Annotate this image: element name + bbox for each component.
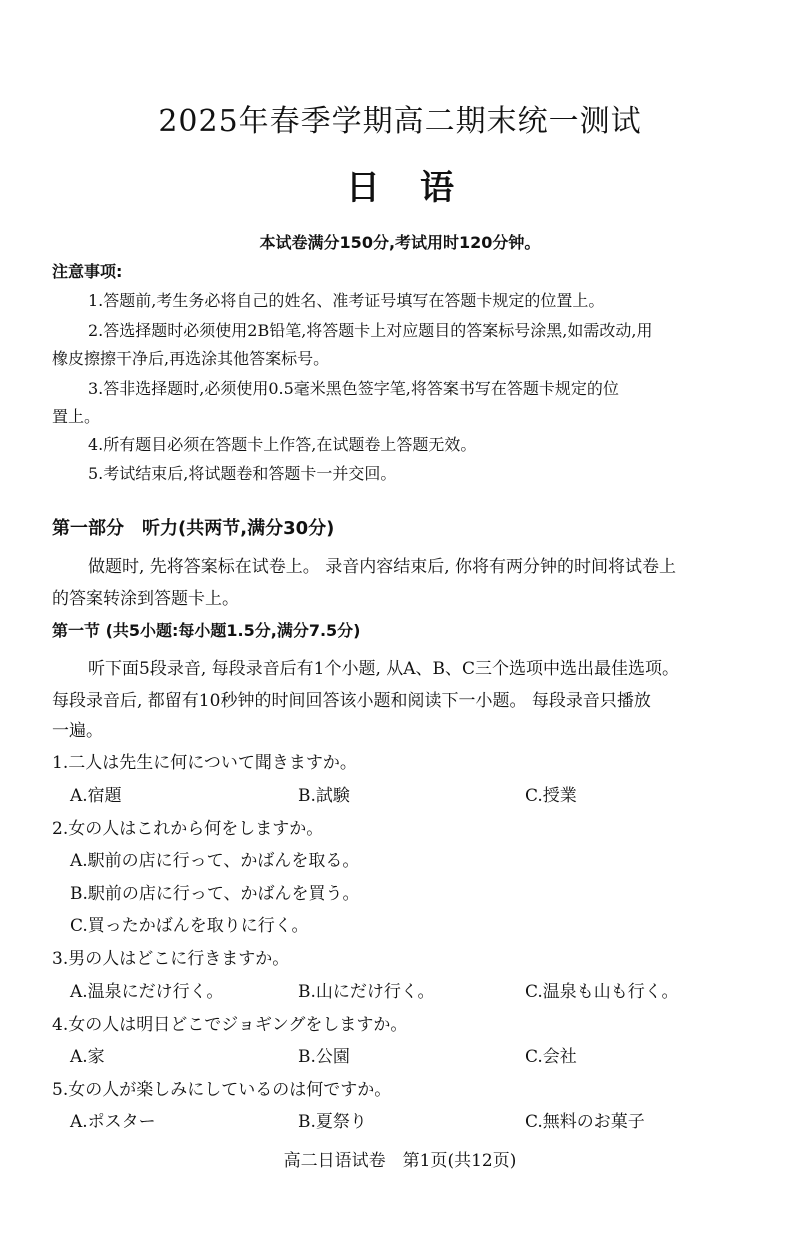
question-2: 2.女の人はこれから何をしますか。: [52, 819, 324, 839]
section-instruction-line: 一遍。: [52, 721, 103, 741]
question-1-option-b: B.試験: [298, 786, 350, 806]
score-info: 本试卷满分150分,考试用时120分钟。: [259, 233, 541, 252]
question-1: 1.二人は先生に何について聞きますか。: [52, 753, 357, 773]
note-line: 橡皮擦擦干净后,再选涂其他答案标号。: [52, 349, 330, 368]
section-heading: 第一节 (共5小题:每小题1.5分,满分7.5分): [52, 621, 361, 640]
note-line: 2.答选择题时必须使用2B铅笔,将答题卡上对应题目的答案标号涂黑,如需改动,用: [88, 321, 653, 340]
section-instruction-line: 每段录音后, 都留有10秒钟的时间回答该小题和阅读下一小题。 每段录音只播放: [52, 691, 651, 711]
question-4-option-b: B.公園: [298, 1047, 350, 1067]
question-2-option-a: A.駅前の店に行って、かばんを取る。: [70, 851, 360, 871]
page-footer: 高二日语试卷 第1页(共12页): [283, 1151, 517, 1171]
question-3-option-c: C.温泉も山も行く。: [525, 982, 679, 1002]
part-intro-line: 做题时, 先将答案标在试卷上。 录音内容结束后, 你将有两分钟的时间将试卷上: [88, 557, 677, 577]
part-heading: 第一部分 听力(共两节,满分30分): [52, 518, 335, 539]
question-3-option-b: B.山にだけ行く。: [298, 982, 435, 1002]
note-line: 1.答题前,考生务必将自己的姓名、准考证号填写在答题卡规定的位置上。: [88, 291, 605, 310]
question-2-option-b: B.駅前の店に行って、かばんを買う。: [70, 884, 360, 904]
part-intro-line: 的答案转涂到答题卡上。: [52, 589, 239, 609]
question-5-option-b: B.夏祭り: [298, 1112, 367, 1132]
note-line: 3.答非选择题时,必须使用0.5毫米黑色签字笔,将答案书写在答题卡规定的位: [88, 379, 619, 398]
question-3: 3.男の人はどこに行きますか。: [52, 949, 290, 969]
exam-title: 2025年春季学期高二期末统一测试: [158, 104, 642, 139]
note-line: 4.所有题目必须在答题卡上作答,在试题卷上答题无效。: [88, 435, 477, 454]
question-5-option-c: C.無料のお菓子: [525, 1112, 645, 1132]
note-line: 5.考试结束后,将试题卷和答题卡一并交回。: [88, 464, 397, 483]
question-2-option-c: C.買ったかばんを取りに行く。: [70, 916, 309, 936]
exam-subject: 日语: [346, 168, 494, 208]
question-5: 5.女の人が楽しみにしているのは何ですか。: [52, 1080, 392, 1100]
question-4-option-c: C.会社: [525, 1047, 577, 1067]
question-1-option-a: A.宿題: [70, 786, 122, 806]
question-3-option-a: A.温泉にだけ行く。: [70, 982, 224, 1002]
notes-heading: 注意事项:: [52, 262, 123, 281]
question-4-option-a: A.家: [70, 1047, 105, 1067]
section-instruction-line: 听下面5段录音, 每段录音后有1个小题, 从A、B、C三个选项中选出最佳选项。: [88, 659, 680, 679]
question-1-option-c: C.授業: [525, 786, 577, 806]
note-line: 置上。: [52, 407, 101, 426]
question-4: 4.女の人は明日どこでジョギングをしますか。: [52, 1015, 408, 1035]
question-5-option-a: A.ポスター: [70, 1112, 156, 1132]
